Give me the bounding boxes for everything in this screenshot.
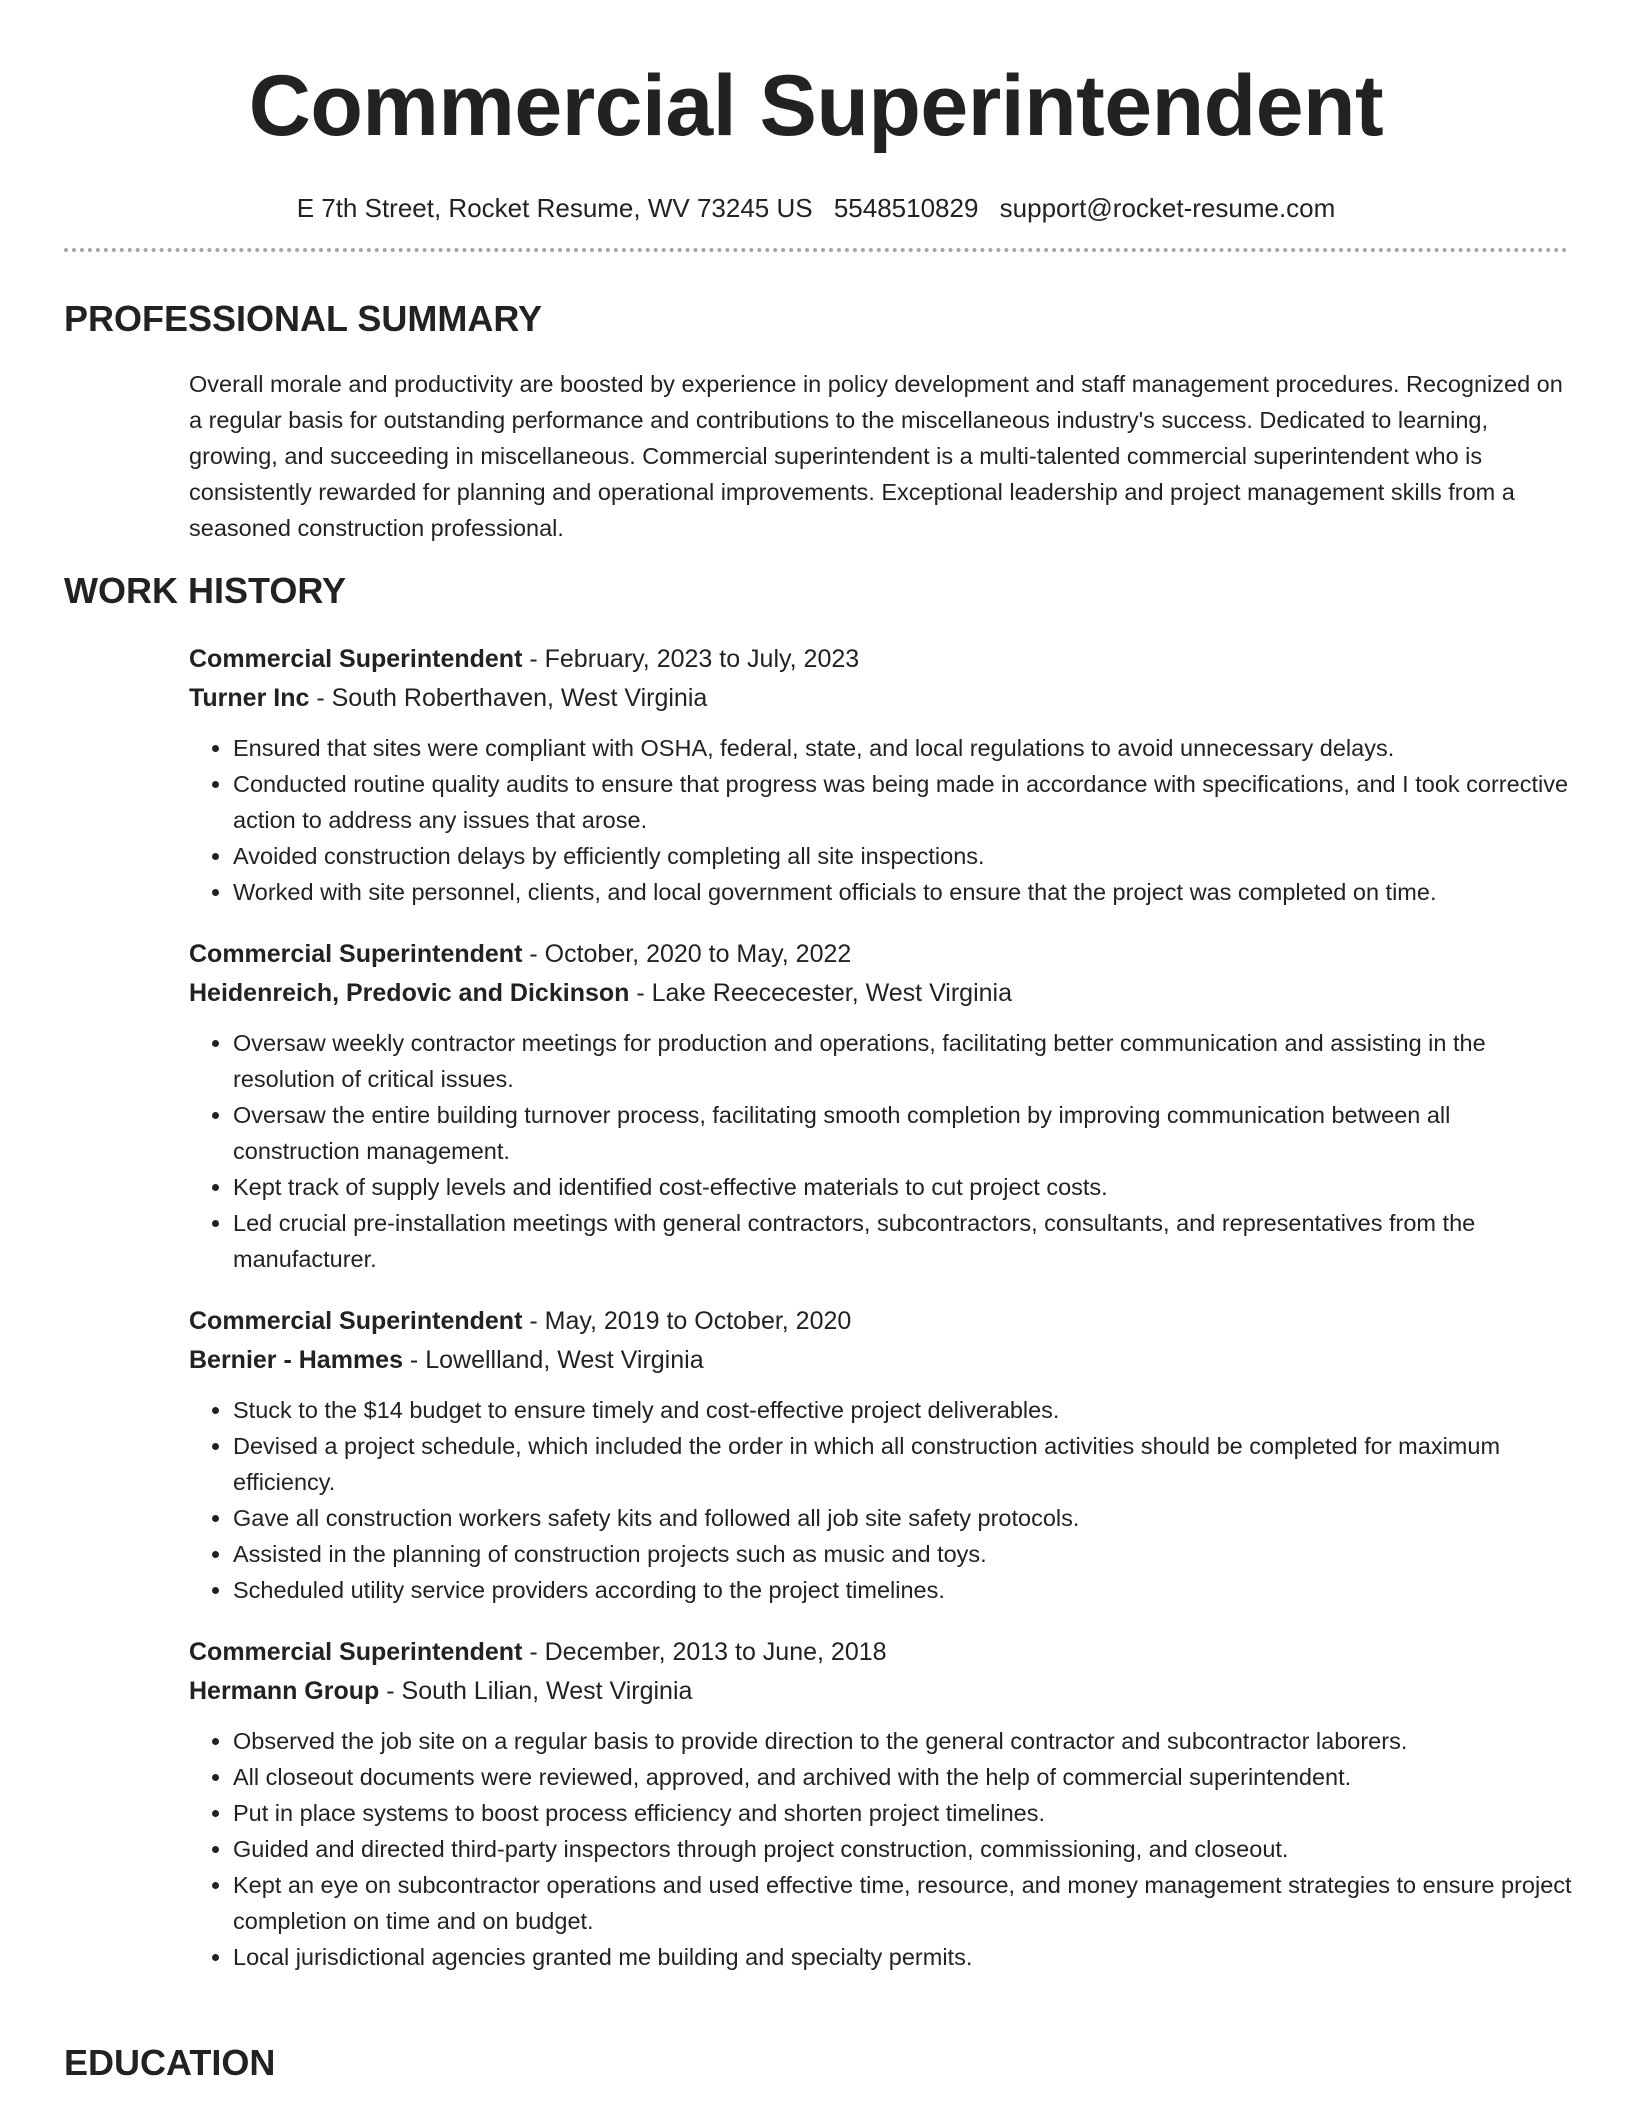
job-bullet: • Ensured that sites were compliant with OSHA, federal, state, and local regulations to avoid unnecessary delays. <box>233 730 1579 766</box>
job-role: Commercial Superintendent <box>189 1307 523 1335</box>
header-divider <box>64 248 1568 252</box>
job-entry <box>189 1302 1579 1608</box>
work-history-list <box>189 640 1579 2000</box>
job-dates: - December, 2013 to June, 2018 <box>522 1638 887 1666</box>
job-dates: - February, 2023 to July, 2023 <box>522 645 860 673</box>
job-location: - Lake Reececester, West Virginia <box>629 979 1012 1007</box>
job-bullet: • Avoided construction delays by efficiently completing all site inspections. <box>233 838 1579 874</box>
job-bullet: • Gave all construction workers safety kits and followed all job site safety protocols. <box>233 1500 1579 1536</box>
job-bullet: • All closeout documents were reviewed, approved, and archived with the help of commercial superintendent. <box>233 1759 1579 1795</box>
job-bullet: • Scheduled utility service providers according to the project timelines. <box>233 1572 1579 1608</box>
job-bullet: • Kept an eye on subcontractor operations and used effective time, resource, and money management strategies to ensure project completion on time and on budget. <box>233 1867 1579 1939</box>
job-entry <box>189 935 1579 1277</box>
job-bullet: • Stuck to the $14 budget to ensure timely and cost-effective project deliverables. <box>233 1392 1579 1428</box>
summary-section-title: PROFESSIONAL SUMMARY <box>64 298 543 339</box>
job-company-line <box>189 974 1579 1013</box>
job-entry <box>189 1633 1579 1975</box>
job-title-line <box>189 935 1579 974</box>
candidate-name: Commercial Superintendent <box>248 58 1384 154</box>
job-title-line <box>189 640 1579 679</box>
job-role: Commercial Superintendent <box>189 940 523 968</box>
job-bullet: • Oversaw weekly contractor meetings for production and operations, facilitating better communication and assisting in the resolution of critical issues. <box>233 1025 1579 1097</box>
job-bullets <box>189 730 1579 910</box>
job-bullet: • Conducted routine quality audits to ensure that progress was being made in accordance with specifications, and I took corrective action to address any issues that arose. <box>233 766 1579 838</box>
job-location: - South Lilian, West Virginia <box>379 1677 693 1705</box>
job-role: Commercial Superintendent <box>189 1638 523 1666</box>
job-bullet: • Led crucial pre-installation meetings with general contractors, subcontractors, consultants, and representatives from the manufacturer. <box>233 1205 1579 1277</box>
job-bullet: • Oversaw the entire building turnover process, facilitating smooth completion by improving communication between all construction management. <box>233 1097 1579 1169</box>
job-bullets <box>189 1025 1579 1277</box>
job-dates: - October, 2020 to May, 2022 <box>522 940 852 968</box>
job-company: Heidenreich, Predovic and Dickinson <box>189 979 630 1007</box>
job-bullet: • Kept track of supply levels and identified cost-effective materials to cut project costs. <box>233 1169 1579 1205</box>
job-company: Hermann Group <box>189 1677 380 1705</box>
job-company-line <box>189 1341 1579 1380</box>
summary-text: Overall morale and productivity are boosted by experience in policy development and staff management procedures. Recognized on a regular basis for outstanding performance and contributions to the miscellaneous industry's success. Dedicated to learning, growing, and succeeding in miscellaneous. Commercial superintendent is a multi-talented commercial superintendent who is consistently rewarded for planning and operational improvements. Exceptional leadership and project management skills from a seasoned construction professional. <box>189 371 1563 541</box>
job-bullets <box>189 1392 1579 1608</box>
job-title-line <box>189 1633 1579 1672</box>
job-company-line <box>189 679 1579 718</box>
job-bullet: • Worked with site personnel, clients, and local government officials to ensure that the project was completed on time. <box>233 874 1579 910</box>
contact-email: support@rocket-resume.com <box>999 193 1336 223</box>
job-bullets <box>189 1723 1579 1975</box>
resume-header <box>0 0 1632 224</box>
job-company: Turner Inc <box>189 684 310 712</box>
contact-address: E 7th Street, Rocket Resume, WV 73245 US <box>296 193 813 223</box>
job-bullet: • Assisted in the planning of construction projects such as music and toys. <box>233 1536 1579 1572</box>
education-section-title: EDUCATION <box>64 2042 276 2083</box>
job-bullet: • Observed the job site on a regular basis to provide direction to the general contractor and subcontractor laborers. <box>233 1723 1579 1759</box>
contact-phone: 5548510829 <box>833 193 979 223</box>
job-dates: - May, 2019 to October, 2020 <box>522 1307 852 1335</box>
job-bullet: • Guided and directed third-party inspectors through project construction, commissioning, and closeout. <box>233 1831 1579 1867</box>
job-location: - South Roberthaven, West Virginia <box>309 684 708 712</box>
job-role: Commercial Superintendent <box>189 645 523 673</box>
job-company-line <box>189 1672 1579 1711</box>
job-entry <box>189 640 1579 910</box>
job-company: Bernier - Hammes <box>189 1346 403 1374</box>
job-title-line <box>189 1302 1579 1341</box>
job-location: - Lowellland, West Virginia <box>402 1346 704 1374</box>
job-bullet: • Put in place systems to boost process efficiency and shorten project timelines. <box>233 1795 1579 1831</box>
work-section-title: WORK HISTORY <box>64 570 347 611</box>
contact-line <box>0 192 1632 224</box>
job-bullet: • Local jurisdictional agencies granted me building and specialty permits. <box>233 1939 1579 1975</box>
job-bullet: • Devised a project schedule, which included the order in which all construction activities should be completed for maximum efficiency. <box>233 1428 1579 1500</box>
